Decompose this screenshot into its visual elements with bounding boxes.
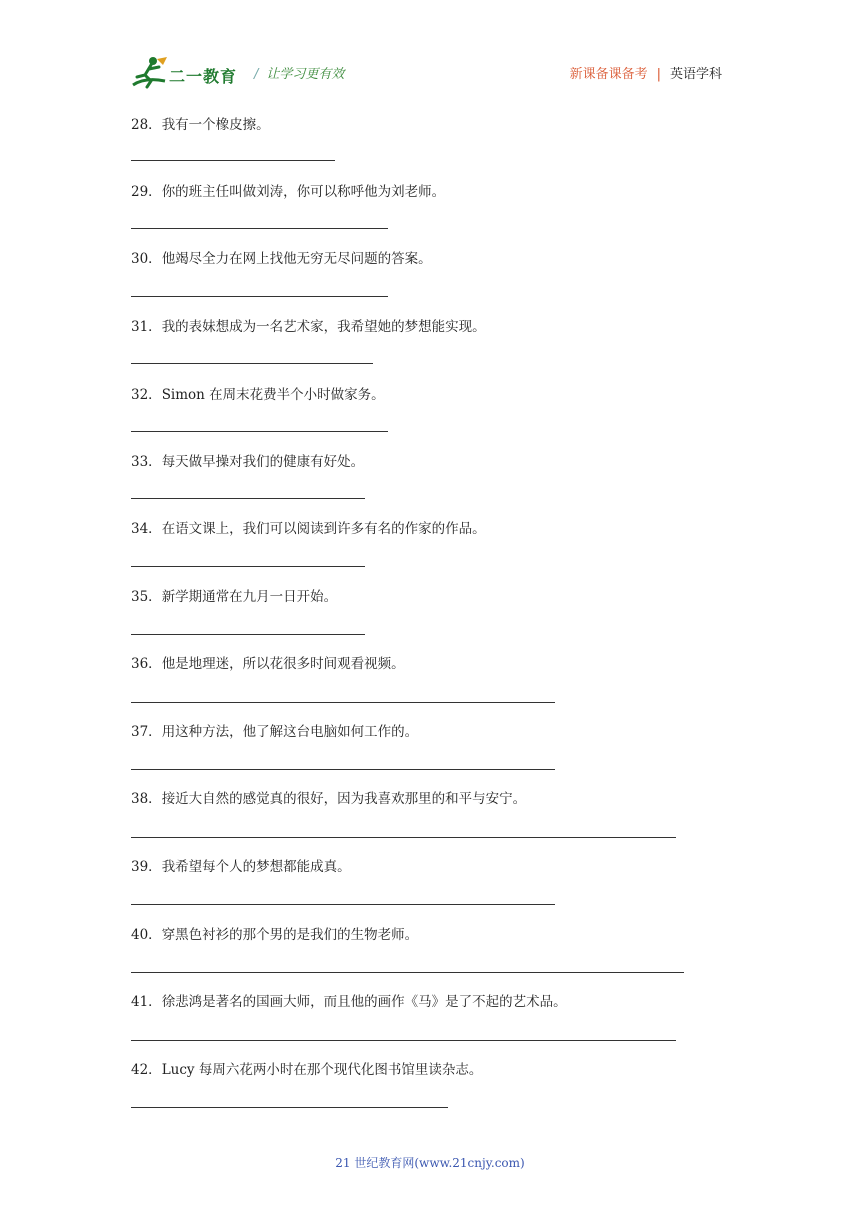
question-item: [131, 990, 567, 1010]
question-item: [131, 315, 486, 335]
answer-line[interactable]: [131, 837, 676, 838]
question-number: 30．: [131, 251, 162, 267]
question-text: 新学期通常在九月一日开始。: [161, 589, 338, 605]
question-text: 徐悲鸿是著名的国画大师，而且他的画作《马》是了不起的艺术品。: [161, 994, 567, 1010]
question-item: [131, 787, 526, 807]
question-item: [131, 180, 445, 200]
answer-line[interactable]: [131, 296, 388, 297]
slogan-text: 让学习更有效: [266, 67, 345, 82]
answer-line[interactable]: [131, 972, 684, 973]
question-number: 34．: [131, 521, 162, 537]
answer-line[interactable]: [131, 431, 388, 432]
header-right: [570, 63, 722, 82]
answer-line[interactable]: [131, 904, 555, 905]
question-number: 28．: [131, 117, 162, 133]
question-text: 在语文课上，我们可以阅读到许多有名的作家的作品。: [161, 521, 486, 537]
question-item: [131, 113, 270, 133]
question-text: 我有一个橡皮擦。: [161, 117, 270, 133]
header-separator: |: [656, 67, 661, 82]
question-item: [131, 585, 337, 605]
question-number: 36．: [131, 656, 162, 672]
logo-text: 二一教育: [169, 67, 238, 86]
question-item: [131, 923, 418, 943]
question-number: 41．: [131, 994, 162, 1010]
question-text: 我希望每个人的梦想都能成真。: [161, 859, 351, 875]
runner-logo-icon: [131, 55, 169, 89]
question-item: [131, 383, 385, 403]
question-number: 35．: [131, 589, 162, 605]
question-text: 我的表妹想成为一名艺术家，我希望她的梦想能实现。: [161, 319, 486, 335]
question-item: [131, 450, 364, 470]
question-item: [131, 1058, 482, 1078]
page-header: [0, 0, 860, 100]
question-text: 用这种方法，他了解这台电脑如何工作的。: [161, 724, 419, 740]
question-item: [131, 517, 486, 537]
question-number: 38．: [131, 791, 162, 807]
answer-line[interactable]: [131, 769, 555, 770]
question-item: [131, 247, 432, 267]
question-number: 39．: [131, 859, 162, 875]
question-item: [131, 720, 418, 740]
question-item: [131, 855, 351, 875]
question-text: 你的班主任叫做刘涛，你可以称呼他为刘老师。: [161, 184, 446, 200]
question-text: 他竭尽全力在网上找他无穷无尽问题的答案。: [161, 251, 432, 267]
answer-line[interactable]: [131, 702, 555, 703]
question-text: 穿黑色衬衫的那个男的是我们的生物老师。: [161, 927, 419, 943]
header-subject: 英语学科: [669, 67, 722, 82]
question-text: Lucy 每周六花两小时在那个现代化图书馆里读杂志。: [161, 1062, 483, 1078]
question-number: 37．: [131, 724, 162, 740]
page-footer: 21 世纪教育网(www.21cnjy.com): [335, 1156, 525, 1170]
question-item: [131, 652, 405, 672]
answer-line[interactable]: [131, 634, 365, 635]
answer-line[interactable]: [131, 363, 373, 364]
answer-line[interactable]: [131, 1040, 676, 1041]
logo: [131, 55, 239, 91]
question-text: 他是地理迷，所以花很多时间观看视频。: [161, 656, 405, 672]
question-number: 33．: [131, 454, 162, 470]
question-number: 31．: [131, 319, 162, 335]
answer-line[interactable]: [131, 228, 388, 229]
answer-line[interactable]: [131, 160, 335, 161]
question-number: 40．: [131, 927, 162, 943]
question-text: Simon 在周末花费半个小时做家务。: [161, 387, 385, 403]
answer-line[interactable]: [131, 566, 365, 567]
question-number: 29．: [131, 184, 162, 200]
header-course-prep: 新课备课备考: [569, 67, 648, 82]
question-number: 42．: [131, 1062, 162, 1078]
question-text: 接近大自然的感觉真的很好，因为我喜欢那里的和平与安宁。: [161, 791, 527, 807]
question-number: 32．: [131, 387, 162, 403]
answer-line[interactable]: [131, 498, 365, 499]
slogan: / 让学习更有效: [254, 67, 345, 82]
question-text: 每天做早操对我们的健康有好处。: [161, 454, 365, 470]
answer-line[interactable]: [131, 1107, 448, 1108]
